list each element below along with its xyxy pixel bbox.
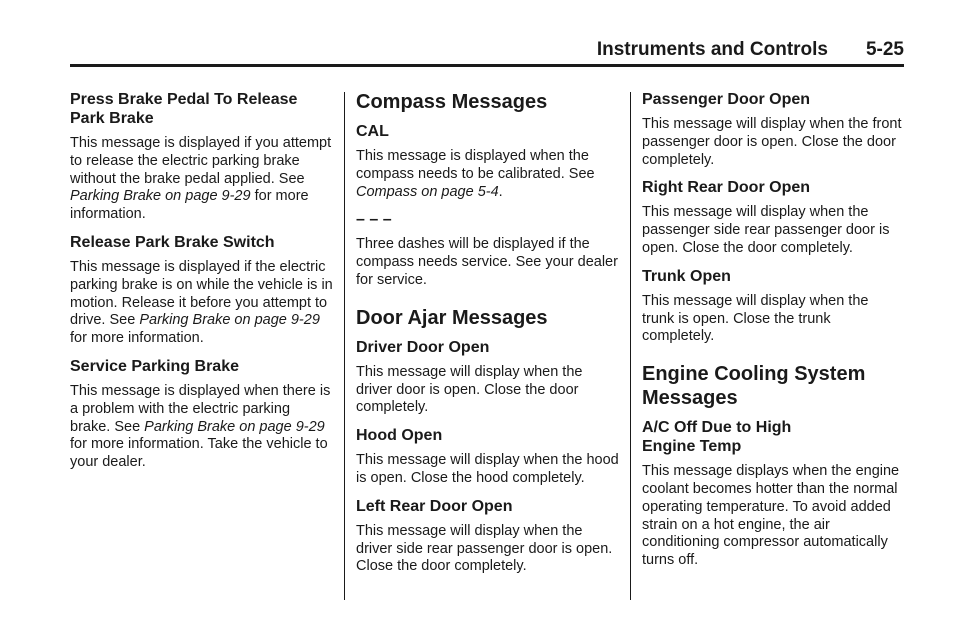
heading-trunk-open: Trunk Open bbox=[642, 267, 731, 285]
paragraph-cal bbox=[356, 148, 620, 201]
paragraph-passenger-door: This message will display when the front passenger door is open. Close the door completely. bbox=[642, 116, 902, 168]
column-middle bbox=[356, 90, 620, 587]
text: This message is displayed if the electric parking brake is on while the vehicle is in motion. Release it before you attempt to drive. See bbox=[70, 258, 333, 329]
cross-reference: Compass on page 5-4 bbox=[356, 183, 499, 200]
column-divider bbox=[630, 92, 631, 600]
paragraph-service-brake bbox=[70, 383, 334, 472]
heading-dashes: – – – bbox=[356, 211, 392, 229]
paragraph-ac-off: This message displays when the engine coolant becomes hotter than the normal operating temperature. To avoid added strain on a hot engine, the air conditioning compressor automatically turns off. bbox=[642, 463, 900, 569]
heading-right-rear-door: Right Rear Door Open bbox=[642, 179, 811, 197]
paragraph-trunk-open: This message will display when the trunk is open. Close the trunk completely. bbox=[642, 292, 869, 345]
heading-line: Engine Temp bbox=[642, 438, 742, 456]
heading-cal: CAL bbox=[356, 123, 389, 140]
text: for more information. bbox=[70, 188, 309, 223]
section-title: Instruments and Controls bbox=[596, 39, 828, 60]
heading-line: Messages bbox=[642, 387, 738, 410]
paragraph-hood-open: This message will display when the hood is open. Close the hood completely. bbox=[356, 452, 619, 486]
heading-line: A/C Off Due to High bbox=[642, 419, 792, 437]
cross-reference: Parking Brake on page 9-29 bbox=[139, 312, 320, 329]
text: This message is displayed when the compass needs to be calibrated. See bbox=[356, 148, 595, 182]
column-right bbox=[642, 90, 904, 581]
heading-driver-door: Driver Door Open bbox=[356, 338, 490, 356]
text: . bbox=[498, 183, 503, 200]
column-left bbox=[70, 90, 334, 483]
heading-ac-off bbox=[642, 418, 904, 456]
heading-line: Park Brake bbox=[70, 110, 154, 127]
cross-reference: Parking Brake on page 9-29 bbox=[70, 188, 251, 205]
paragraph-right-rear-door: This message will display when the passenger side rear passenger door is open. Close the door completely. bbox=[642, 204, 890, 256]
heading-hood-open: Hood Open bbox=[356, 427, 443, 445]
heading-line: Engine Cooling System bbox=[642, 363, 866, 386]
paragraph-driver-door: This message will display when the driver door is open. Close the door completely. bbox=[356, 363, 583, 416]
column-divider bbox=[344, 92, 345, 600]
heading-release-switch: Release Park Brake Switch bbox=[70, 233, 275, 251]
text: for more information. Take the vehicle to your dealer. bbox=[70, 436, 328, 471]
cross-reference: Parking Brake on page 9-29 bbox=[144, 418, 325, 435]
heading-engine-cooling bbox=[642, 362, 904, 410]
page-header bbox=[70, 38, 904, 67]
paragraph-left-rear-door: This message will display when the driver side rear passenger door is open. Close the door completely. bbox=[356, 522, 613, 575]
heading-compass-messages: Compass Messages bbox=[356, 91, 548, 113]
text: This message is displayed when there is a problem with the electric parking brake. See bbox=[70, 382, 331, 435]
heading-passenger-door: Passenger Door Open bbox=[642, 91, 811, 108]
paragraph-dashes: Three dashes will be displayed if the compass needs service. See your dealer for service. bbox=[356, 236, 618, 288]
paragraph-press-brake bbox=[70, 135, 334, 224]
heading-line: Press Brake Pedal To Release bbox=[70, 91, 298, 108]
heading-left-rear-door: Left Rear Door Open bbox=[356, 497, 513, 515]
heading-service-brake: Service Parking Brake bbox=[70, 357, 239, 375]
heading-door-ajar: Door Ajar Messages bbox=[356, 306, 548, 329]
text: This message is displayed if you attempt to release the electric parking brake without the brake pedal applied. See bbox=[70, 135, 332, 187]
text: for more information. bbox=[70, 330, 204, 347]
paragraph-release-switch bbox=[70, 259, 334, 348]
page-number: 5-25 bbox=[865, 39, 904, 60]
heading-press-brake bbox=[70, 90, 334, 128]
